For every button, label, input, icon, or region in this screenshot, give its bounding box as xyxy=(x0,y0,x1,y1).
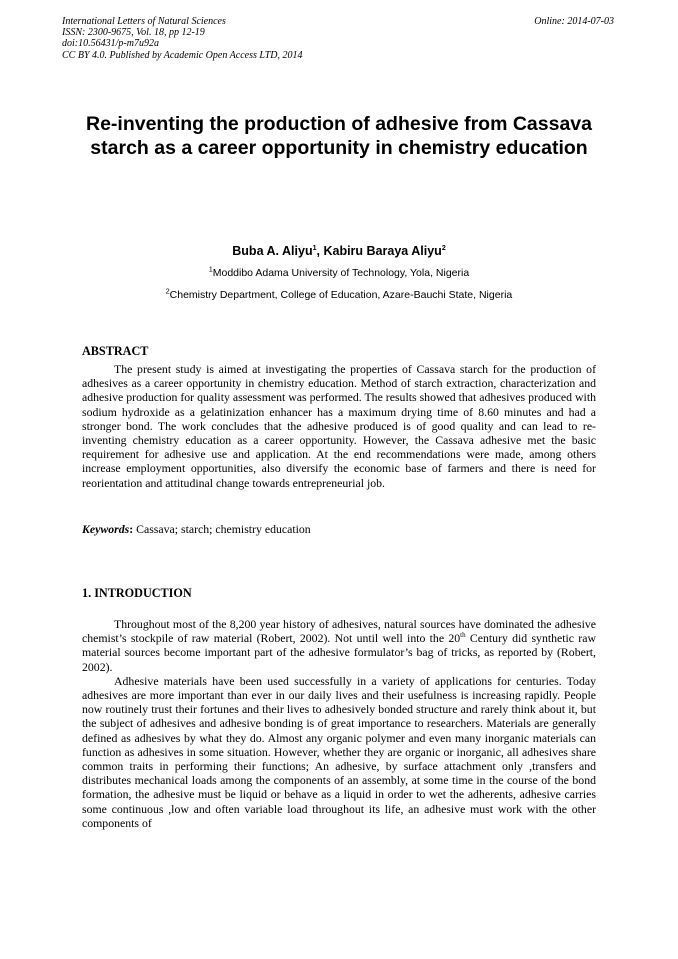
author-separator: , xyxy=(316,244,324,258)
keywords-label: Keywords xyxy=(82,522,130,536)
affiliation-text: Moddibo Adama University of Technology, Yola, Nigeria xyxy=(212,267,470,279)
author-affiliation-mark: 1 xyxy=(312,244,317,252)
affiliation-1 xyxy=(60,266,618,280)
author-list xyxy=(60,243,618,259)
online-date: Online: 2014-07-03 xyxy=(534,16,614,27)
author-affiliation-mark: 2 xyxy=(441,244,446,252)
affiliation-mark: 2 xyxy=(165,288,170,296)
intro-paragraph-1 xyxy=(82,617,596,674)
intro-paragraph-2: Adhesive materials have been used successfully in a variety of applications for centuries. Today adhesives are more important than ever in our daily lives and their usefulness is increasing rapidly. People now routinely trust their fortunes and their lives to adhesively bonded structure and rarely think about it, but the subject of adhesives and adhesive bonding is of great importance to researchers. Materials are generally defined as adhesives by what they do. Almost any organic polymer and even many inorganic materials can function as adhesives in some situation. However, whether they are organic or inorganic, all adhesives share common traits in performing their functions; An adhesive, by surface attachment only ,transfers and distributes mechanical loads among the components of an assembly, at some time in the course of the bond formation, the adhesive must be liquid or behave as a liquid in order to wet the adherents, adhesive carries some continuous ,low and often variable load throughout its life, an adhesive must work with the other components of xyxy=(82,673,596,830)
intro-p1-text: Throughout most of the 8,200 year history of adhesives, natural sources have dominated the adhesive chemist’s stockpile of raw material (Robert, 2002). Not until well into the 20 xyxy=(82,617,596,646)
century-superscript: th xyxy=(460,631,466,640)
keywords-text: Cassava; starch; chemistry education xyxy=(133,522,311,536)
keywords-line xyxy=(82,522,596,536)
paper-title: Re-inventing the production of adhesive from Cassava starch as a career opportunity in chemistry education xyxy=(85,113,592,159)
abstract-text: The present study is aimed at investigating the properties of Cassava starch for the production of adhesives as a career opportunity in chemistry education. Method of starch extraction, characterization and adhesive production for quality assessment was performed. The results showed that adhesives produced with sodium hydroxide as a gelatinization enhancer has a maximum drying time of 8.60 minutes and had a stronger bond. The work concludes that the adhesive produced is of good quality and can lead to re-inventing chemistry education as a career opportunity. However, the Cassava adhesive met the basic requirement for adhesive use and application. At the end recommendations were made, among others increase employment opportunities, also diversify the economic base of farmers and there is need for reorientation and attitudinal change towards entrepreneurial job. xyxy=(82,362,596,490)
intro-p1-text-cont: Century did synthetic raw material sources become important part of the adhesive formulator’s bag of tricks, as reported by (Robert, 2002). xyxy=(82,631,596,674)
journal-header xyxy=(62,16,482,61)
abstract-heading: ABSTRACT xyxy=(82,344,149,358)
introduction-body xyxy=(82,617,596,830)
author-name: Kabiru Baraya Aliyu xyxy=(323,244,442,258)
keywords-colon: : xyxy=(129,522,134,536)
abstract-body xyxy=(82,362,596,490)
journal-name: International Letters of Natural Sciences xyxy=(62,16,226,27)
author-name: Buba A. Aliyu xyxy=(232,244,313,258)
license-line: CC BY 4.0. Published by Academic Open Access LTD, 2014 xyxy=(62,49,303,61)
introduction-heading: 1. INTRODUCTION xyxy=(82,586,192,600)
affiliation-text: Chemistry Department, College of Education, Azare-Bauchi State, Nigeria xyxy=(169,289,513,301)
doi-line: doi:10.56431/p-m7u92a xyxy=(62,38,159,50)
issn-line: ISSN: 2300-9675, Vol. 18, pp 12-19 xyxy=(62,27,205,39)
affiliation-mark: 1 xyxy=(208,266,213,274)
affiliation-2 xyxy=(60,288,618,302)
